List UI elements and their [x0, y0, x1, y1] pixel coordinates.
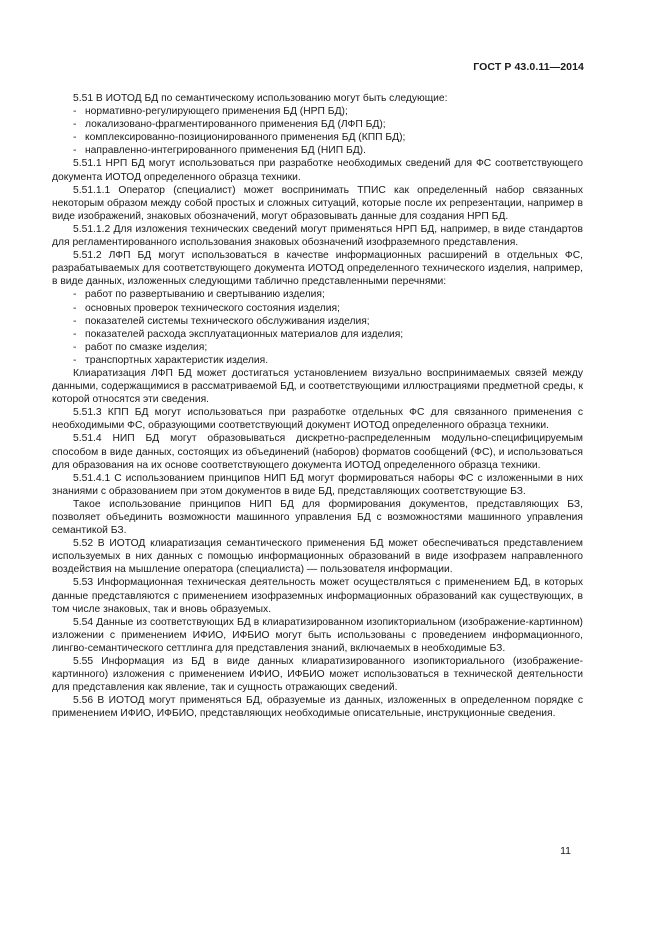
list-dash: - — [73, 132, 77, 144]
list-item-text: направленно-интегрированного применения БД (НИП БД). — [85, 145, 366, 157]
list-dash: - — [73, 315, 77, 327]
paragraph: 5.52 В ИОТОД клиаратизация семантического применения БД может обеспечиваться представлением используемых в них данных с помощью информационных образований в виде изофразем направленного воздействия на мышление оператора (специалиста) — пользователя информации. — [52, 538, 583, 576]
list-dash: - — [73, 106, 77, 118]
page-number: 11 — [560, 845, 571, 857]
paragraph: 5.51.2 ЛФП БД могут использоваться в качестве информационных расширений в отдельных ФС, разрабатываемых для соответствующего документа ИОТОД определенного технического изделия, например, в виде данных, изложенных следующими таблично представленными перечнями: — [52, 250, 583, 288]
list-item — [52, 315, 583, 328]
list-dash: - — [73, 289, 77, 301]
list-dash: - — [73, 145, 77, 157]
paragraph: 5.56 В ИОТОД могут применяться БД, образуемые из данных, изложенных в определенном порядке с применением ИФИО, ИФБИО, представляющих необходимые описательные, инструкционные сведения. — [52, 695, 583, 720]
list-item — [52, 341, 583, 354]
list-item — [52, 144, 583, 157]
list-item-text: локализовано-фрагментированного применения БД (ЛФП БД); — [85, 119, 386, 131]
paragraph: 5.51.4.1 С использованием принципов НИП БД могут формироваться наборы ФС с изложенными в них знаниями с образованием при этом документов в виде БД, представляющих соответствующие БЗ. — [52, 472, 583, 497]
paragraph: 5.55 Информация из БД в виде данных клиаратизированного изопикториального (изображение-картинного) изложения с применением ИФИО, ИФБИО может использоваться в технической деятельности для представления как явление, так и сущность отражающих сведений. — [52, 656, 583, 694]
list-item — [52, 105, 583, 118]
list-item-text: работ по смазке изделия; — [85, 341, 208, 353]
paragraph: 5.51.1 НРП БД могут использоваться при разработке необходимых сведений для ФС соответствующего документа ИОТОД определенного образца техники. — [52, 158, 583, 183]
paragraph: 5.54 Данные из соответствующих БД в клиаратизированном изопикториальном (изображение-картинном) изложении с применением ИФИО, ИФБИО могут быть использованы с проведением информационного, лингво-семантического сеттлинга для представления знаний, включаемых в необходимые БЗ. — [52, 616, 583, 654]
list-dash: - — [73, 328, 77, 340]
list-item-text: комплексированно-позиционированного применения БД (КПП БД); — [85, 132, 406, 144]
list-item — [52, 354, 583, 367]
paragraph: 5.51.3 КПП БД могут использоваться при разработке отдельных ФС для связанного применения с необходимыми ФС, образующими соответствующий документ ИОТОД определенного образца техники. — [52, 407, 583, 432]
paragraph: 5.51.1.1 Оператор (специалист) может воспринимать ТПИС как определенный набор связанных некоторым образом между собой простых и сложных ситуаций, которые после их репрезентации, например в виде изображений, знаковых обозначений, могут образовывать данные для создания НРП БД. — [52, 184, 583, 222]
list-dash: - — [73, 341, 77, 353]
list-dash: - — [73, 119, 77, 131]
paragraph: 5.51.1.2 Для изложения технических сведений могут применяться НРП БД, например, в виде стандартов для регламентированного использования знаковых обозначений изофраземного представления. — [52, 223, 583, 249]
list-item-text: работ по развертыванию и свертыванию изделия; — [85, 289, 325, 301]
list-item — [52, 131, 583, 144]
list-dash: - — [73, 302, 77, 314]
paragraph: Клиаратизация ЛФП БД может достигаться установлением визуально воспринимаемых связей между данными, содержащимися в рассматриваемой БД, и соответствующими иллюстрациями предметной среды, к которой относятся эти сведения. — [52, 367, 583, 406]
list-item-text: нормативно-регулирующего применения БД (НРП БД); — [85, 106, 348, 118]
list-dash: - — [73, 354, 77, 366]
list-item-text: показателей расхода эксплуатационных материалов для изделия; — [85, 328, 404, 340]
document-body — [52, 92, 583, 721]
list-item-text: основных проверок технического состояния изделия; — [85, 302, 340, 314]
paragraph: 5.53 Информационная техническая деятельность может осуществляться с применением БД, в которых данные представляются с применением изофраземных информационных образований как существующих, в том числе знаковых, так и вновь образуемых. — [52, 577, 583, 615]
list-item — [52, 328, 583, 341]
paragraph: 5.51.4 НИП БД могут образовываться дискретно-распределенным модульно-специфицируемым способом в виде данных, состоящих из объединений (наборов) форматов сообщений (ФС), и использоваться для образования на их основе соответствующего документа ИОТОД определенного образца техники. — [52, 433, 583, 471]
standard-designation: ГОСТ Р 43.0.11—2014 — [473, 61, 584, 73]
paragraph: Такое использование принципов НИП БД для формирования документов, представляющих БЗ, позволяет объединить возможности машинного управления БД с возможностями машинного управления семантикой БЗ. — [52, 498, 583, 537]
list-item — [52, 302, 583, 315]
list-item — [52, 288, 583, 301]
list-item-text: показателей системы технического обслуживания изделия; — [85, 315, 370, 327]
list-item-text: транспортных характеристик изделия. — [85, 354, 269, 366]
list-item — [52, 118, 583, 131]
paragraph: 5.51 В ИОТОД БД по семантическому использованию могут быть следующие: — [73, 93, 448, 104]
